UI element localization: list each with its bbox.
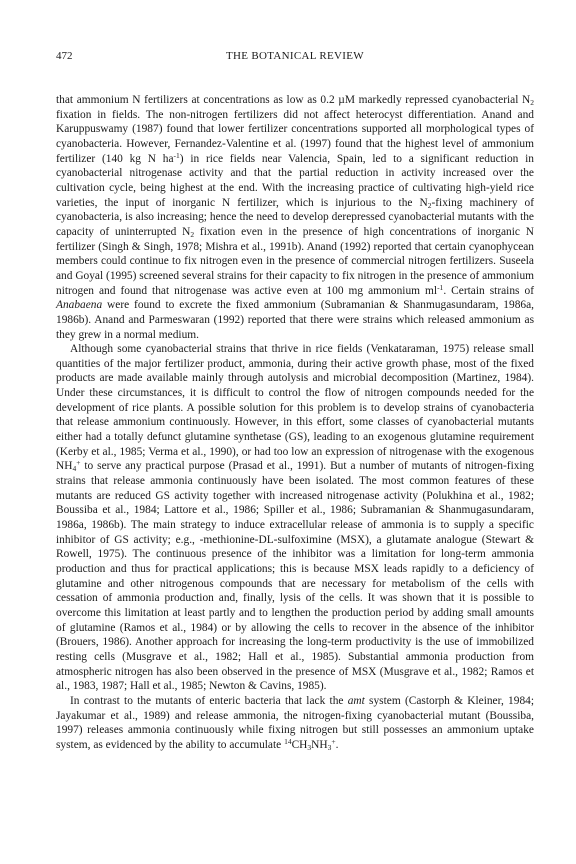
body-paragraph xyxy=(56,342,534,694)
supscript-text: 14 xyxy=(284,736,292,746)
subscript-text: 3 xyxy=(327,742,332,752)
text-run: . Certain strains of xyxy=(443,284,534,297)
text-run: ) in rice fields near Valencia, Spain, led to a significant reduction in cyanobacterial nitrogenase activity and that the partial reduction in activity increased over the cultivation cycle, being highest at the end. With the increasing practice of cultivating high-yield rice varieties, the input of inorganic N fertilizer, which is injurious to the N xyxy=(56,152,534,209)
text-run: -fixing machinery of cyanobacteria, is also increasing; hence the need to develop derepressed cyanobacterial mutants with the capacity of uninterrupted N xyxy=(56,196,534,238)
text-run: to serve any practical purpose (Prasad et al., 1991). But a number of mutants of nitrogen-fixing strains that release ammonia continuously have been isolated. The most common features of these mutants are reduced GS activity together with increased nitrogenase activity (Polukhina et al., 1982; Boussiba et al., 1984; Lattore et al., 1986; Spiller et al., 1986; Subramanian & Shanmugasundaram, 1986a, 1986b). The main strategy to induce extracellular release of ammonia is to supply a specific inhibitor of GS activity; e.g., -methionine-DL-sulfoximine (MSX), a glutamate analogue (Stewart & Rowell, 1975). The continuous presence of the inhibitor was a limitation for long-term ammonia production and thus for practical applications; this is because MSX leads rapidly to a deficiency of glutamine and other nitrogenous compounds that are necessary for metabolism of the cells with cessation of ammonia production and, finally, lysis of the cells. It was shown that it is possible to overcome this limitation at least partly and to lengthen the production period by adding small amounts of glutamine (Ramos et al., 1984) or by allowing the cells to recover in the absence of the inhibitor (Brouers, 1986). Another approach for increasing the long-term productivity is the use of immobilized resting cells (Musgrave et al., 1982; Hall et al., 1985). Substantial ammonia production from atmospheric nitrogen has also been observed in the presence of MSX (Musgrave et al., 1982; Ramos et al., 1983, 1987; Hall et al., 1985; Newton & Cavins, 1985). xyxy=(56,460,534,693)
text-run: CH xyxy=(291,738,308,751)
text-run: fixation even in the presence of high concentrations of inorganic N fertilizer (Singh & Singh, 1978; Mishra et al., 1991b). Anand (1992) reported that certain cyanophycean members could continue to fix nitrogen even in the presence of commercial nitrogen fertilizers. Suseela and Goyal (1995) screened several strains for their capacity to fix nitrogen in the presence of ammonium nitrogen and found that nitrogenase was active even at 100 mg ammonium ml xyxy=(56,225,534,297)
subscript-text: 2 xyxy=(190,229,195,239)
supscript-text: -1 xyxy=(173,150,180,160)
text-run: Although some cyanobacterial strains that thrive in rice fields (Venkataraman, 1975) release small quantities of the major fertilizer product, ammonia, during their active growth phase, most of the fixed products are made available mainly through autolysis and microbial decomposition (Martinez, 1984). Under these circumstances, it is difficult to control the flow of nitrogen compounds needed for the development of rice plants. A possible solution for this problem is to develop strains of cyanobacteria that release ammonium continuously. However, in this effort, some classes of cyanobacterial mutants either had a totally defunct glutamine synthetase (GS), leading to an exogenous glutamine requirement (Kerby et al., 1985; Verma et al., 1990), or had too low an expression of nitrogenase with the exogenous NH xyxy=(56,343,534,473)
subscript-text: 2 xyxy=(427,200,432,210)
text-run: that ammonium N fertilizers at concentrations as low as 0.2 µM markedly repressed cyanobacterial N xyxy=(56,94,531,106)
text-run: In contrast to the mutants of enteric bacteria that lack the xyxy=(70,694,348,707)
page-number: 472 xyxy=(56,50,73,62)
subscript-text: 3 xyxy=(307,742,312,752)
body-paragraph xyxy=(56,694,534,753)
subscript-text: 4 xyxy=(72,464,77,474)
supscript-text: + xyxy=(76,458,81,468)
subscript-text: 2 xyxy=(530,98,534,107)
text-run: . xyxy=(335,738,339,751)
body-paragraph xyxy=(56,93,534,342)
running-head: THE BOTANICAL REVIEW xyxy=(226,50,364,62)
italic-term: amt xyxy=(347,694,365,707)
text-run: NH xyxy=(311,738,328,751)
page-header xyxy=(56,50,534,66)
body-text xyxy=(56,93,534,753)
text-run: fixation in fields. The non-nitrogen fertilizers did not affect heterocyst differentiation. Anand and Karuppuswamy (1987) found that lower fertilizer concentrations supported all morphological types of cyanobacteria. However, Fernandez-Valentine et al. (1997) found that the highest level of ammonium fertilizer (140 kg N ha xyxy=(56,108,534,165)
text-run: were found to excrete the fixed ammonium (Subramanian & Shanmugasundaram, 1986a, 1986b). Anand and Parmeswaran (1992) reported that there were strains which released ammonium as they grew in a normal medium. xyxy=(56,299,534,341)
italic-term: Anabaena xyxy=(56,299,103,312)
supscript-text: -1 xyxy=(437,282,444,292)
supscript-text: + xyxy=(331,736,336,746)
text-run: system (Castorph & Kleiner, 1984; Jayakumar et al., 1989) and release ammonia, the nitrogen-fixing cyanobacterial mutant (Boussiba, 1997) releases ammonia continuously while fixing nitrogen but still possesses an ammonium uptake system, as evidenced by the ability to accumulate xyxy=(56,694,534,751)
